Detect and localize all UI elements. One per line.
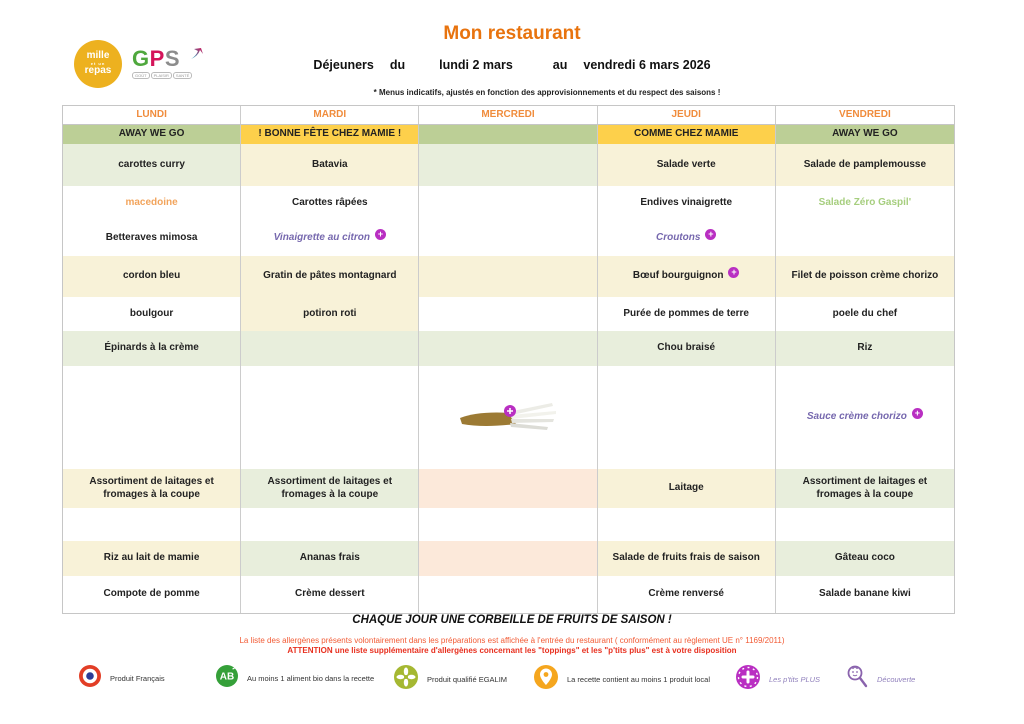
legend-item — [735, 664, 820, 695]
menu-row-entree-3 — [63, 221, 954, 256]
menu-cell — [241, 186, 419, 221]
menu-item-label: Salade de pamplemousse — [803, 158, 927, 170]
theme-cell: AWAY WE GO — [776, 125, 954, 144]
meal-label: Déjeuners — [313, 58, 374, 72]
gps-tagline-word: SANTÉ — [173, 72, 192, 79]
menu-cell — [419, 256, 597, 297]
menu-item-label: potiron roti — [303, 307, 357, 319]
ptits-plus-badge-icon: + — [912, 408, 923, 419]
legend-label: Au moins 1 aliment bio dans la recette — [247, 674, 375, 683]
theme-cell — [419, 125, 597, 144]
date-range-line — [0, 58, 1024, 72]
menu-cell — [598, 297, 776, 331]
menu-item-label: Gratin de pâtes montagnard — [263, 270, 397, 282]
menu-cell — [419, 469, 597, 508]
menu-row-plat-principal — [63, 256, 954, 297]
menu-item-label: Riz au lait de mamie — [103, 552, 200, 564]
menu-cell — [419, 331, 597, 366]
menu-cell — [419, 186, 597, 221]
menu-row-dessert-1 — [63, 541, 954, 576]
magnifier-icon — [845, 664, 869, 695]
menu-item-label: Chou braisé — [657, 342, 716, 354]
menu-cell — [598, 508, 776, 541]
mille-repas-logo-text: et un — [90, 60, 106, 66]
menu-cell — [419, 366, 597, 469]
ptits-plus-badge-icon: + — [728, 267, 739, 278]
gps-letter-g: G — [132, 46, 150, 71]
menu-cell — [776, 366, 954, 469]
day-header-vendredi: VENDREDI — [776, 106, 954, 124]
legend-label: Produit qualifié EGALIM — [427, 675, 508, 684]
menu-cell — [241, 331, 419, 366]
day-header-row — [63, 106, 954, 124]
local-pin-icon — [533, 664, 559, 695]
menu-cell — [241, 576, 419, 613]
legend-item — [393, 664, 507, 695]
menu-cell — [241, 221, 419, 256]
gps-tagline-word: PLAISIR — [151, 72, 172, 79]
menu-cell — [63, 576, 241, 613]
svg-text:AB: AB — [219, 671, 235, 683]
ptits-plus-badge-icon: + — [375, 229, 386, 240]
menu-item-label: Riz — [857, 342, 873, 354]
menu-cell — [241, 256, 419, 297]
page-title: Mon restaurant — [443, 23, 581, 44]
menu-item-label: Carottes râpées — [291, 197, 368, 209]
gps-letter-s: S — [164, 46, 180, 71]
from-word: du — [389, 58, 406, 72]
menu-row-laitage — [63, 469, 954, 508]
menu-item-label: Bœuf bourguignon — [632, 270, 724, 282]
menu-item-label: cordon bleu — [122, 270, 181, 282]
menu-cell — [598, 331, 776, 366]
start-date: lundi 2 mars — [439, 58, 513, 72]
menu-item-label: Gâteau coco — [834, 552, 895, 564]
french-roundel-icon — [78, 664, 102, 693]
menu-cell — [63, 469, 241, 508]
menu-row-spacer-fork — [63, 366, 954, 469]
legend-label: Produit Français — [110, 674, 165, 683]
gps-tagline-word: GOÛT — [132, 72, 150, 79]
menu-disclaimer: * Menus indicatifs, ajustés en fonction des approvisionnements et du respect des saisons ! — [373, 88, 721, 97]
menu-cell — [776, 469, 954, 508]
menu-cell — [598, 144, 776, 186]
menu-row-legume — [63, 331, 954, 366]
menu-cell — [598, 576, 776, 613]
menu-item-label: Endives vinaigrette — [640, 197, 733, 209]
menu-item-label: Compote de pomme — [103, 588, 200, 600]
menu-cell — [776, 541, 954, 576]
menu-row-entree-1 — [63, 144, 954, 186]
end-date: vendredi 6 mars 2026 — [583, 58, 711, 72]
menu-cell — [63, 541, 241, 576]
legend-label: La recette contient au moins 1 produit local — [567, 675, 711, 684]
menu-item-label: Betteraves mimosa — [105, 232, 198, 244]
day-header-jeudi: JEUDI — [598, 106, 776, 124]
menu-cell — [63, 297, 241, 331]
menu-cell — [241, 541, 419, 576]
menu-item-label: Batavia — [312, 158, 348, 170]
menu-cell — [63, 366, 241, 469]
menu-cell — [419, 144, 597, 186]
legend-label: Découverte — [877, 675, 916, 684]
menu-row-entree-2 — [63, 186, 954, 221]
menu-item-label: Ananas frais — [299, 552, 360, 564]
menu-cell — [419, 221, 597, 256]
menu-cell — [63, 508, 241, 541]
theme-row — [63, 124, 954, 144]
allergen-warning: ATTENTION une liste supplémentaire d'allergènes concernant les "toppings" et les "p'tits plus" est à votre disposition — [287, 646, 737, 655]
ptits-plus-badge-icon: + — [705, 229, 716, 240]
to-word: au — [552, 58, 568, 72]
menu-cell — [63, 331, 241, 366]
menu-item-label: Croutons — [655, 232, 701, 244]
menu-cell — [776, 508, 954, 541]
menu-cell — [63, 144, 241, 186]
menu-item-label: Salade banane kiwi — [819, 588, 911, 600]
menu-item-label: Salade verte — [656, 158, 716, 170]
menu-cell — [598, 469, 776, 508]
menu-cell — [63, 256, 241, 297]
menu-cell — [419, 541, 597, 576]
day-header-mardi: MARDI — [241, 106, 419, 124]
menu-row-accompagnement — [63, 297, 954, 331]
theme-cell: AWAY WE GO — [63, 125, 241, 144]
menu-cell — [776, 297, 954, 331]
ptits-plus-icon — [735, 664, 761, 695]
legend-item — [215, 664, 374, 693]
menu-cell — [241, 469, 419, 508]
menu-item-label: Laitage — [668, 482, 704, 494]
fruits-banner: CHAQUE JOUR UNE CORBEILLE DE FRUITS DE SAISON ! — [352, 614, 672, 626]
menu-cell — [598, 186, 776, 221]
legend-bar — [0, 658, 1024, 704]
menu-cell — [776, 256, 954, 297]
mille-repas-logo-text: repas — [84, 65, 112, 77]
menu-item-label: Crème renversé — [648, 588, 724, 600]
gold-fork-icon — [458, 398, 558, 437]
mille-repas-logo-text: mille — [86, 50, 110, 62]
menu-row-spacer-2 — [63, 508, 954, 541]
gps-letter-p: P — [149, 46, 165, 71]
menu-cell — [598, 221, 776, 256]
legend-item — [78, 664, 165, 693]
ab-bio-icon — [215, 664, 239, 693]
allergen-notice: La liste des allergènes présents volontairement dans les préparations est affichée à l'entrée du restaurant ( conformément au règlement UE n° 1169/2011) — [239, 636, 785, 645]
menu-cell — [419, 576, 597, 613]
legend-item — [845, 664, 915, 695]
menu-item-label: Assortiment de laitages et fromages à la coupe — [802, 476, 928, 500]
menu-cell — [241, 508, 419, 541]
menu-item-label: Épinards à la crème — [104, 342, 199, 354]
legend-label: Les p'tits PLUS — [769, 675, 821, 684]
theme-cell: ! BONNE FÊTE CHEZ MAMIE ! — [241, 125, 419, 144]
menu-cell — [776, 331, 954, 366]
menu-item-label: Assortiment de laitages et fromages à la coupe — [267, 476, 393, 500]
egalim-flower-icon — [393, 664, 419, 695]
day-header-mercredi: MERCREDI — [419, 106, 597, 124]
menu-cell — [419, 297, 597, 331]
menu-cell — [776, 144, 954, 186]
menu-cell — [241, 366, 419, 469]
menu-item-label: macedoine — [125, 197, 178, 209]
menu-item-label: Assortiment de laitages et fromages à la coupe — [89, 476, 214, 500]
menu-cell — [598, 366, 776, 469]
menu-cell — [241, 297, 419, 331]
menu-cell — [598, 256, 776, 297]
menu-table — [62, 105, 955, 614]
menu-item-label: Salade Zéro Gaspil' — [818, 197, 912, 209]
gps-tagline — [132, 72, 192, 79]
menu-row-dessert-2 — [63, 576, 954, 613]
menu-item-label: carottes curry — [118, 158, 185, 170]
menu-item-label: Filet de poisson crème chorizo — [791, 270, 939, 282]
menu-cell — [419, 508, 597, 541]
menu-item-label: poele du chef — [832, 307, 898, 319]
menu-cell — [776, 221, 954, 256]
menu-item-label: boulgour — [129, 307, 174, 319]
day-header-lundi: LUNDI — [63, 106, 241, 124]
menu-cell — [63, 186, 241, 221]
menu-cell — [776, 576, 954, 613]
menu-item-label: Sauce crème chorizo — [806, 411, 907, 423]
theme-cell: COMME CHEZ MAMIE — [598, 125, 776, 144]
menu-cell — [241, 144, 419, 186]
menu-cell — [598, 541, 776, 576]
menu-cell — [776, 186, 954, 221]
menu-item-label: Purée de pommes de terre — [623, 307, 749, 319]
legend-item — [533, 664, 710, 695]
menu-item-label: Vinaigrette au citron — [273, 232, 370, 244]
menu-cell — [63, 221, 241, 256]
menu-item-label: Crème dessert — [295, 588, 365, 600]
menu-item-label: Salade de fruits frais de saison — [612, 552, 760, 564]
